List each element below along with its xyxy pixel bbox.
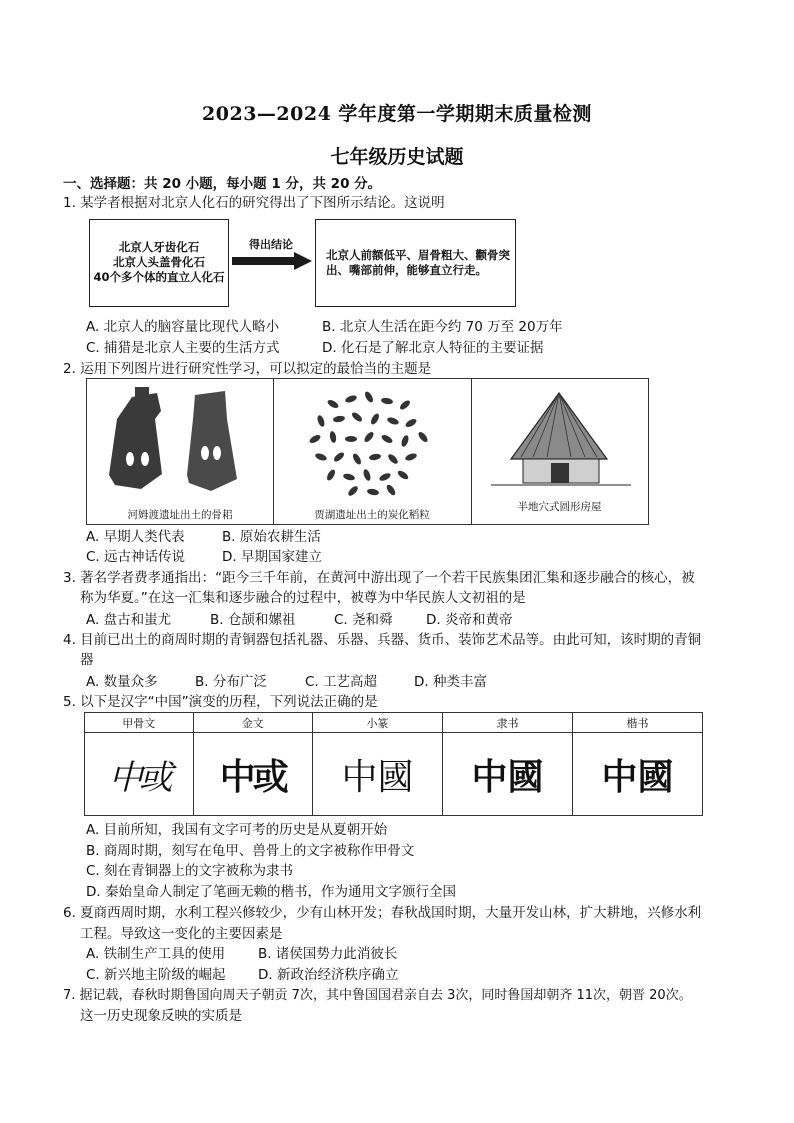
script-header: 隶书 bbox=[442, 713, 572, 733]
q7-line-1: 7. 据记载，春秋时期鲁国向周天子朝贡 7次，其中鲁国国君亲自去 3次，同时鲁国却朝齐 11次，朝晋 20次。 bbox=[63, 988, 692, 1003]
q2-image-strip bbox=[86, 378, 649, 525]
q4-line-1: 4. 目前已出土的商周时期的青铜器包括礼器、乐器、兵器、货币、装饰艺术品等。由此可知，该时期的青铜 bbox=[63, 632, 702, 648]
q1-conclusion-box bbox=[315, 219, 516, 307]
q1-evidence-line: 40个多个体的直立人化石 bbox=[93, 270, 225, 284]
q1-arrow-label: 得出结论 bbox=[249, 238, 293, 251]
exam-subtitle: 七年级历史试题 bbox=[330, 146, 464, 168]
regular-script-glyph: 中國 bbox=[572, 733, 702, 816]
q6-option-b: B. 诸侯国势力此消彼长 bbox=[258, 946, 398, 962]
q2-option-b: B. 原始农耕生活 bbox=[222, 529, 321, 545]
q3-option-b: B. 仓颉和嫘祖 bbox=[210, 612, 296, 628]
q5-option-a: A. 目前所知，我国有文字可考的历史是从夏朝开始 bbox=[86, 822, 388, 838]
q4-option-b: B. 分布广泛 bbox=[195, 674, 267, 690]
q1-conclusion-line: 北京人前额低平、眉骨粗大、颧骨突 bbox=[326, 248, 510, 262]
bone-spade-photo bbox=[87, 379, 274, 524]
q1-option-c: C. 捕猎是北京人主要的生活方式 bbox=[86, 340, 280, 356]
rice-grains-icon bbox=[273, 379, 471, 504]
script-header: 小篆 bbox=[312, 713, 442, 733]
q6-option-c: C. 新兴地主阶级的崛起 bbox=[86, 967, 226, 983]
q2-option-a: A. 早期人类代表 bbox=[86, 529, 185, 545]
exam-title: 2023—2024 学年度第一学期期末质量检测 bbox=[202, 103, 592, 125]
q2-option-d: D. 早期国家建立 bbox=[222, 549, 322, 565]
q4-option-c: C. 工艺高超 bbox=[305, 674, 378, 690]
q4-option-d: D. 种类丰富 bbox=[414, 674, 487, 690]
q2-caption-1: 河姆渡遗址出土的骨耜 bbox=[127, 509, 233, 521]
q2-option-c: C. 远古神话传说 bbox=[86, 549, 186, 565]
oracle-bone-glyph: 中或 bbox=[85, 733, 194, 816]
q3-option-d: D. 炎帝和黄帝 bbox=[426, 612, 513, 628]
q4-line-2: 器 bbox=[80, 652, 94, 668]
character-evolution-table bbox=[84, 712, 703, 816]
q5-option-b: B. 商周时期，刻写在龟甲、兽骨上的文字被称作甲骨文 bbox=[86, 843, 415, 859]
seal-script-glyph: 中國 bbox=[312, 733, 442, 816]
q2-stem: 2. 运用下列图片进行研究性学习，可以拟定的最恰当的主题是 bbox=[63, 361, 432, 377]
q6-line-1: 6. 夏商西周时期，水利工程兴修较少，少有山林开发；春秋战国时期，大量开发山林，扩大耕地，兴修水利 bbox=[63, 905, 702, 921]
section-heading: 一、选择题：共 20 小题，每小题 1 分，共 20 分。 bbox=[63, 176, 382, 192]
q5-stem: 5. 以下是汉字“中国”演变的历程，下列说法正确的是 bbox=[63, 694, 378, 710]
q2-caption-2: 贾湖遗址出土的炭化稻粒 bbox=[314, 509, 430, 521]
script-header: 甲骨文 bbox=[85, 713, 194, 733]
q3-option-a: A. 盘古和蚩尤 bbox=[86, 612, 172, 628]
q1-option-b: B. 北京人生活在距今约 70 万至 20万年 bbox=[322, 319, 563, 335]
q6-option-a: A. 铁制生产工具的使用 bbox=[86, 946, 226, 962]
q1-right-arrow-icon bbox=[232, 252, 314, 270]
q3-option-c: C. 尧和舜 bbox=[334, 612, 393, 628]
q2-caption-3: 半地穴式圆形房屋 bbox=[517, 501, 602, 513]
pit-house-drawing bbox=[471, 379, 648, 524]
bronze-glyph: 中或 bbox=[193, 733, 312, 816]
q5-option-c: C. 刻在青铜器上的文字被称为隶书 bbox=[86, 863, 294, 879]
q1-stem: 1. 某学者根据对北京人化石的研究得出了下图所示结论。这说明 bbox=[63, 195, 445, 211]
script-header: 楷书 bbox=[572, 713, 702, 733]
q3-line-2: 称为华夏。”在这一汇集和逐步融合的过程中，被尊为中华民族人文初祖的是 bbox=[80, 590, 526, 606]
q4-option-a: A. 数量众多 bbox=[86, 674, 158, 690]
q1-conclusion-line: 出、嘴部前伸，能够直立行走。 bbox=[326, 263, 487, 277]
q1-evidence-box bbox=[89, 219, 229, 307]
q1-evidence-line: 北京人头盖骨化石 bbox=[113, 255, 205, 269]
q1-evidence-line: 北京人牙齿化石 bbox=[118, 240, 200, 254]
q5-option-d: D. 秦始皇命人制定了笔画无赖的楷书，作为通用文字颁行全国 bbox=[86, 884, 456, 900]
q3-line-1: 3. 著名学者费孝通指出：“距今三千年前，在黄河中游出现了一个若干民族集团汇集和逐步融合的核心，被 bbox=[63, 570, 695, 586]
q6-line-2: 工程。导致这一变化的主要因素是 bbox=[80, 926, 283, 942]
script-header: 金文 bbox=[193, 713, 312, 733]
clerical-script-glyph: 中國 bbox=[442, 733, 572, 816]
q7-line-2: 这一历史现象反映的实质是 bbox=[80, 1008, 242, 1024]
q1-option-d: D. 化石是了解北京人特征的主要证据 bbox=[322, 340, 544, 356]
bone-spade-icon bbox=[87, 379, 273, 504]
carbonized-rice-photo bbox=[273, 379, 472, 524]
q1-option-a: A. 北京人的脑容量比现代人略小 bbox=[86, 319, 280, 335]
hut-icon bbox=[471, 379, 648, 504]
q6-option-d: D. 新政治经济秩序确立 bbox=[258, 967, 399, 983]
